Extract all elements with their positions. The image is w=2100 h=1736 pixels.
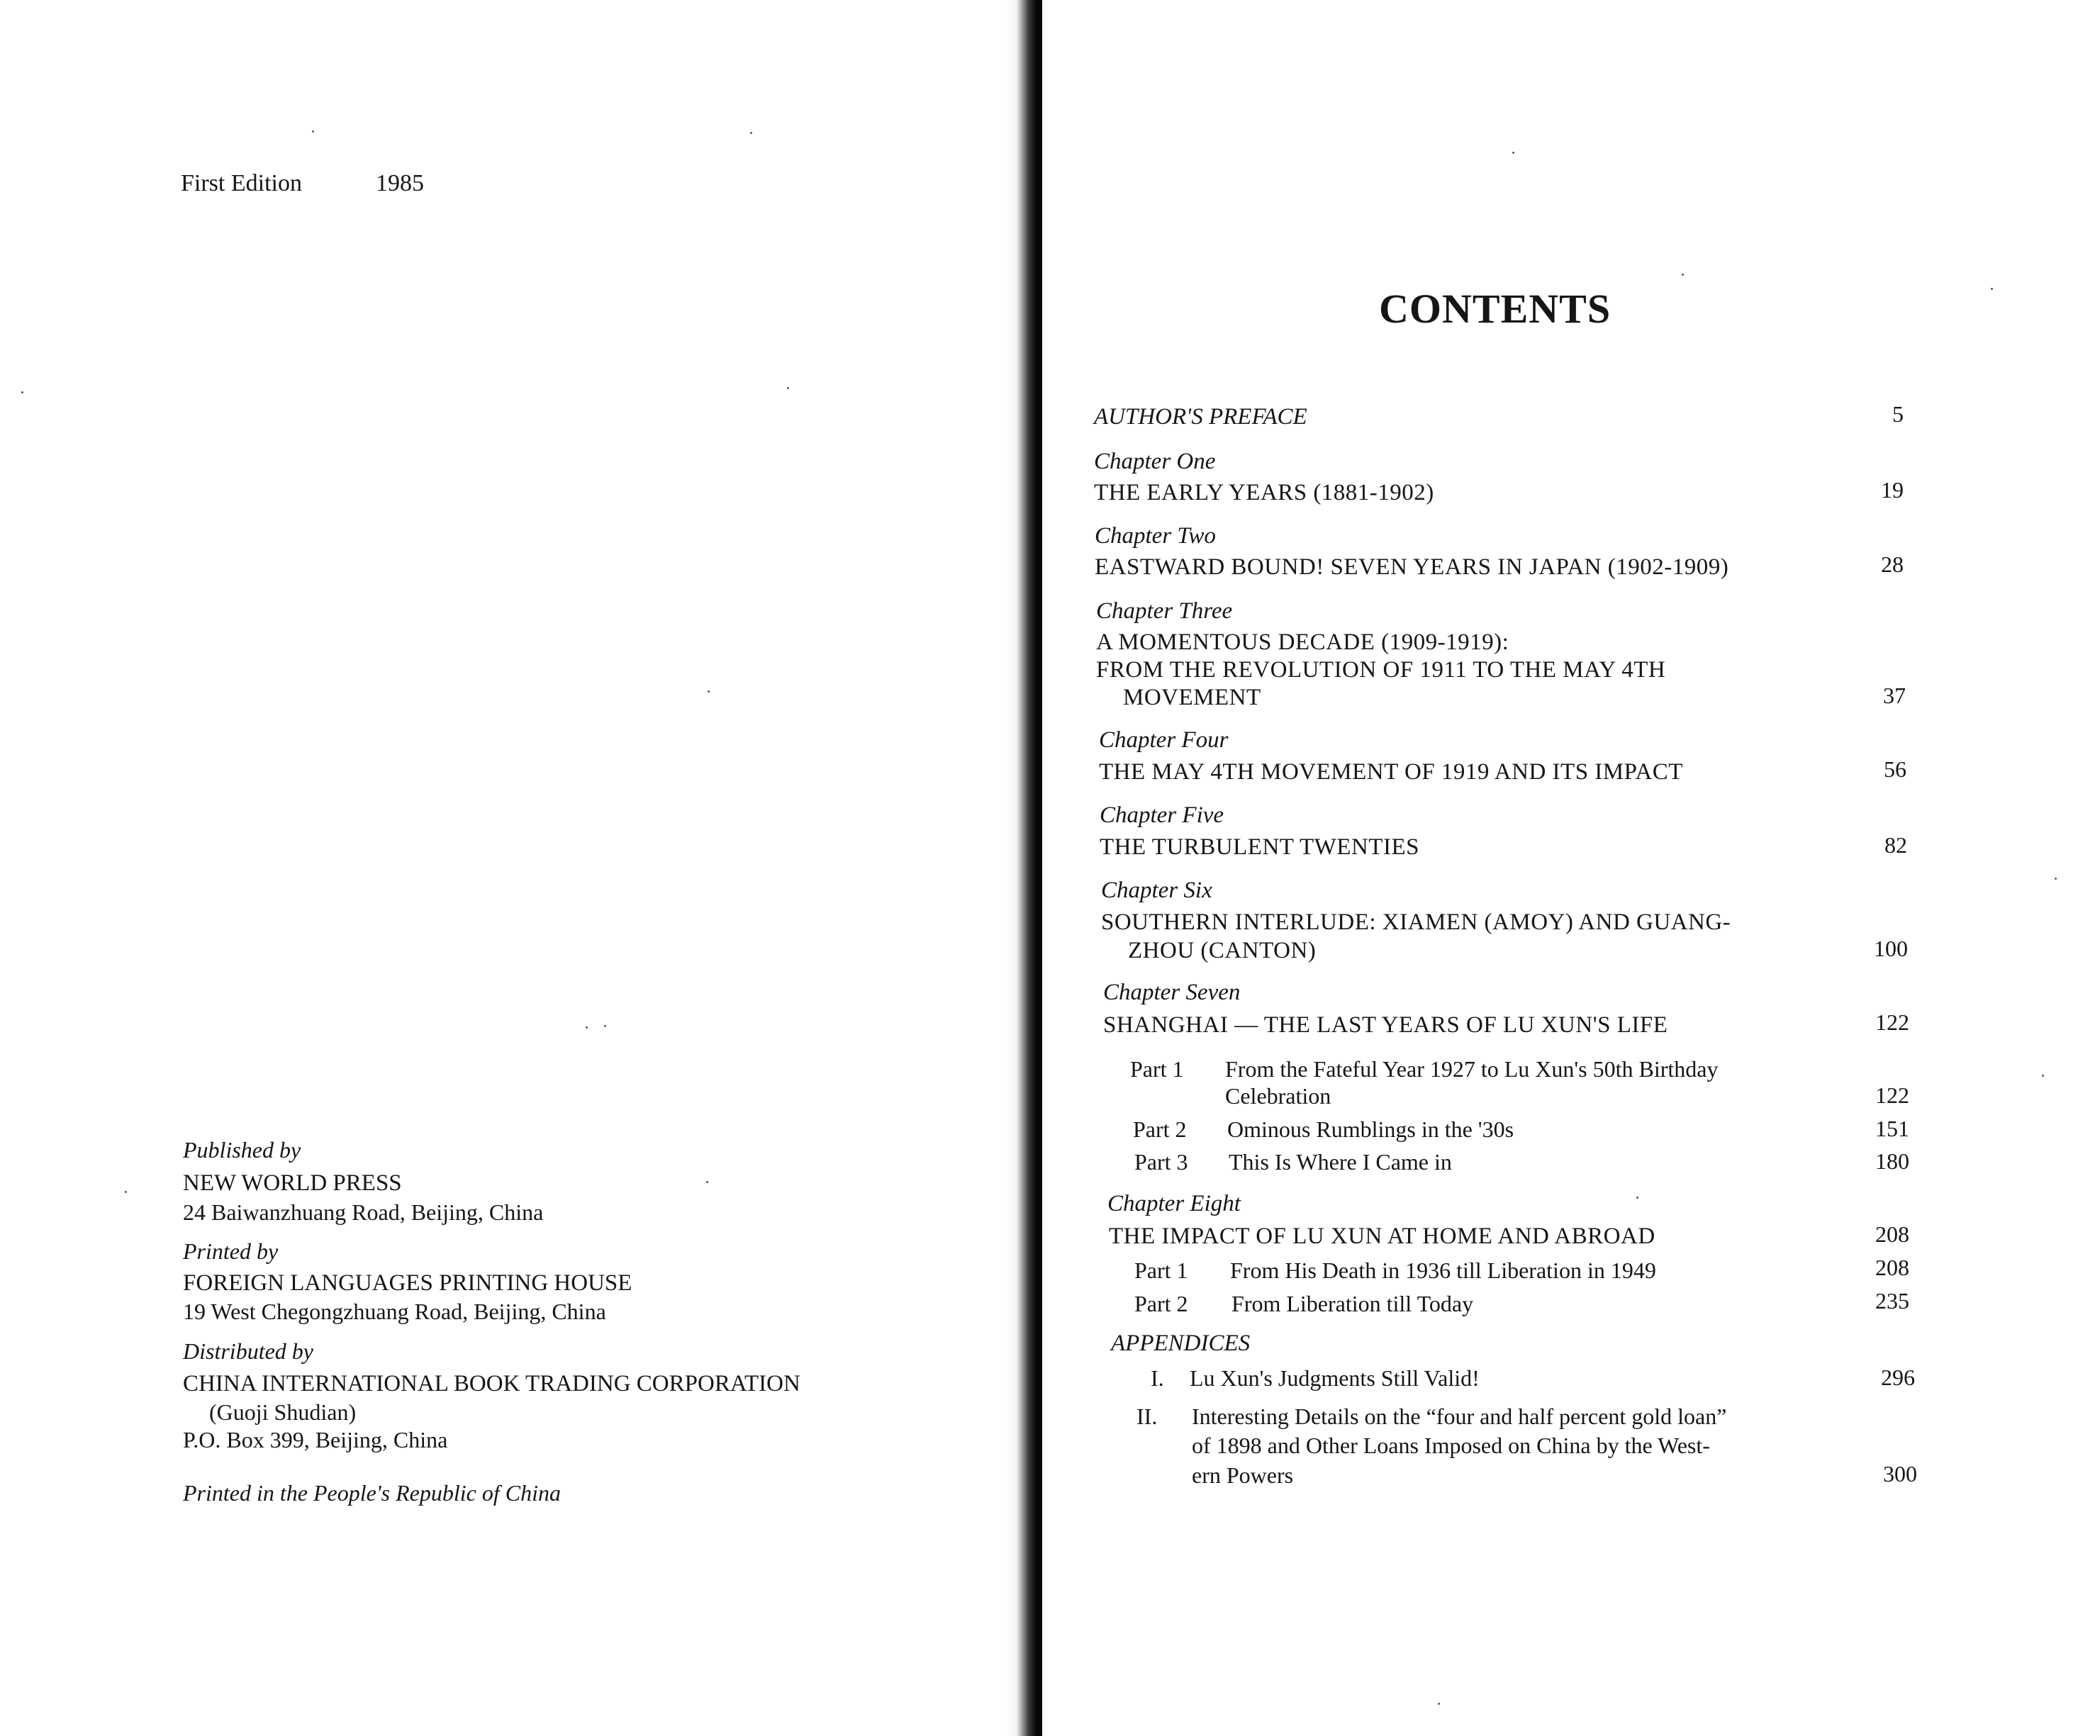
printer-address: 19 West Chegongzhuang Road, Beijing, China	[183, 1299, 606, 1324]
chapter-8-part-1-number: Part 1	[1134, 1258, 1188, 1283]
chapter-5-page: 82	[1884, 832, 1907, 858]
chapter-3-title-line-2: FROM THE REVOLUTION OF 1911 TO THE MAY 4TH	[1096, 657, 1666, 683]
book-spine	[1007, 0, 1046, 1736]
chapter-2-title: EASTWARD BOUND! SEVEN YEARS IN JAPAN (1902-1909)	[1095, 554, 1729, 580]
chapter-8-part-1-title: From His Death in 1936 till Liberation in 1949	[1230, 1258, 1656, 1283]
chapter-7-part-1-title-line-1: From the Fateful Year 1927 to Lu Xun's 50th Birthday	[1225, 1056, 1719, 1082]
appendix-2-page: 300	[1883, 1461, 1917, 1486]
appendix-1-page: 296	[1881, 1365, 1915, 1390]
chapter-7-title: SHANGHAI — THE LAST YEARS OF LU XUN'S LIFE	[1103, 1012, 1668, 1038]
chapter-7-part-1-title-line-2: Celebration	[1225, 1083, 1331, 1109]
scan-speck	[1991, 288, 1993, 290]
chapter-2-label: Chapter Two	[1095, 523, 1216, 549]
scan-speck	[1636, 1197, 1638, 1199]
chapter-6-page: 100	[1874, 936, 1908, 961]
chapter-8-label: Chapter Eight	[1107, 1191, 1241, 1216]
chapter-6-label: Chapter Six	[1101, 878, 1212, 903]
chapter-2-page: 28	[1881, 551, 1904, 577]
distributor-alt-name: (Guoji Shudian)	[209, 1399, 357, 1425]
appendices-label: APPENDICES	[1111, 1331, 1251, 1356]
scan-speck	[1682, 274, 1684, 276]
chapter-3-page: 37	[1883, 683, 1906, 708]
chapter-7-part-2-number: Part 2	[1133, 1116, 1187, 1142]
appendix-1-number: I.	[1151, 1365, 1164, 1391]
distributor-address: P.O. Box 399, Beijing, China	[183, 1427, 448, 1452]
chapter-4-page: 56	[1884, 756, 1906, 782]
appendix-2-title-line-3: ern Powers	[1192, 1462, 1294, 1488]
scan-speck	[604, 1025, 606, 1027]
scan-speck	[125, 1191, 127, 1193]
scan-speck	[2042, 1075, 2044, 1077]
edition-year: 1985	[376, 170, 424, 196]
scan-speck	[708, 690, 710, 693]
chapter-4-label: Chapter Four	[1099, 727, 1229, 753]
chapter-7-part-3-number: Part 3	[1134, 1149, 1188, 1175]
left-page	[0, 0, 1021, 1736]
scan-speck	[21, 391, 23, 393]
distributed-by-label: Distributed by	[183, 1338, 313, 1364]
chapter-7-part-3-page: 180	[1875, 1148, 1909, 1174]
chapter-6-title-line-1: SOUTHERN INTERLUDE: XIAMEN (AMOY) AND GUANG-	[1101, 909, 1731, 935]
chapter-1-title: THE EARLY YEARS (1881-1902)	[1094, 480, 1434, 505]
chapter-8-part-2-number: Part 2	[1134, 1291, 1188, 1316]
appendix-2-number: II.	[1136, 1404, 1158, 1429]
chapter-1-page: 19	[1881, 477, 1904, 503]
preface-title: AUTHOR'S PREFACE	[1094, 404, 1307, 430]
published-by-label: Published by	[183, 1137, 301, 1163]
scan-speck	[787, 387, 789, 389]
appendix-2-title-line-2: of 1898 and Other Loans Imposed on China by the West-	[1192, 1433, 1710, 1458]
chapter-5-title: THE TURBULENT TWENTIES	[1100, 834, 1419, 860]
printer-name: FOREIGN LANGUAGES PRINTING HOUSE	[183, 1270, 632, 1296]
chapter-7-part-1-number: Part 1	[1130, 1056, 1184, 1082]
chapter-7-part-1-page: 122	[1875, 1082, 1909, 1108]
printed-in-note: Printed in the People's Republic of China	[183, 1480, 561, 1506]
chapter-8-part-2-title: From Liberation till Today	[1231, 1291, 1474, 1316]
printed-by-label: Printed by	[183, 1238, 279, 1264]
scan-speck	[2055, 878, 2057, 880]
appendix-1-title: Lu Xun's Judgments Still Valid!	[1190, 1365, 1480, 1391]
scan-speck	[1512, 152, 1514, 154]
chapter-8-title: THE IMPACT OF LU XUN AT HOME AND ABROAD	[1109, 1223, 1655, 1249]
chapter-1-label: Chapter One	[1094, 449, 1216, 474]
chapter-3-title-line-1: A MOMENTOUS DECADE (1909-1919):	[1096, 629, 1509, 655]
publisher-address: 24 Baiwanzhuang Road, Beijing, China	[183, 1199, 544, 1225]
chapter-8-page: 208	[1875, 1221, 1909, 1247]
preface-page: 5	[1892, 401, 1904, 427]
chapter-7-label: Chapter Seven	[1103, 980, 1241, 1005]
chapter-8-part-1-page: 208	[1875, 1255, 1909, 1280]
contents-title: CONTENTS	[1379, 286, 1612, 332]
scan-speck	[706, 1181, 708, 1183]
chapter-4-title: THE MAY 4TH MOVEMENT OF 1919 AND ITS IMPACT	[1099, 759, 1683, 785]
chapter-3-title-line-3: MOVEMENT	[1123, 685, 1261, 710]
scan-speck	[1438, 1703, 1440, 1705]
chapter-6-title-line-2: ZHOU (CANTON)	[1128, 938, 1317, 963]
chapter-7-page: 122	[1875, 1009, 1909, 1035]
chapter-7-part-2-title: Ominous Rumblings in the '30s	[1227, 1116, 1514, 1142]
chapter-8-part-2-page: 235	[1875, 1288, 1909, 1314]
scan-speck	[586, 1026, 588, 1029]
publisher-name: NEW WORLD PRESS	[183, 1170, 402, 1196]
chapter-3-label: Chapter Three	[1096, 598, 1233, 624]
appendix-2-title-line-1: Interesting Details on the “four and half percent gold loan”	[1192, 1404, 1727, 1429]
scan-speck	[312, 130, 314, 133]
edition-label: First Edition	[181, 170, 302, 196]
chapter-7-part-3-title: This Is Where I Came in	[1229, 1149, 1452, 1175]
chapter-7-part-2-page: 151	[1875, 1116, 1909, 1141]
chapter-5-label: Chapter Five	[1100, 802, 1224, 828]
distributor-name: CHINA INTERNATIONAL BOOK TRADING CORPORATION	[183, 1371, 800, 1396]
scan-speck	[750, 132, 752, 134]
